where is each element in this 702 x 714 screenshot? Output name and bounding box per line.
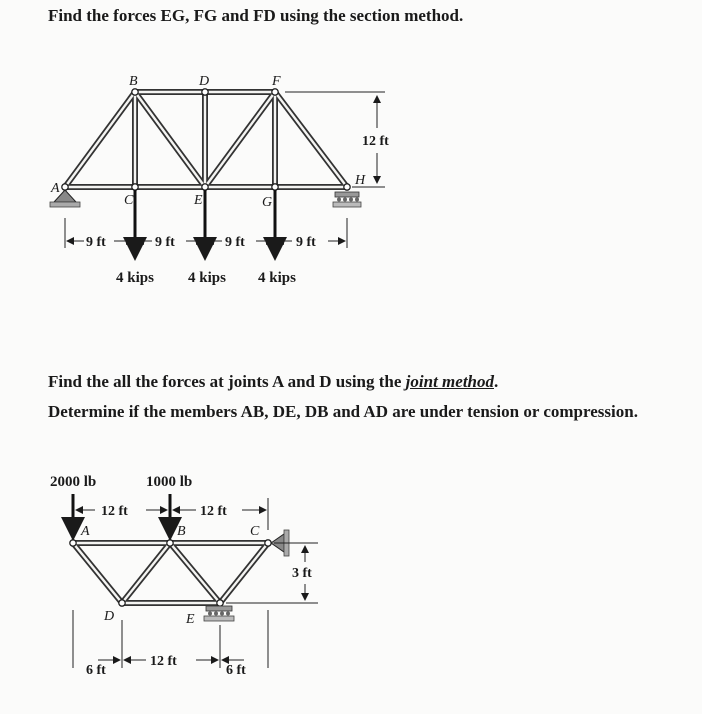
label-A: A bbox=[51, 181, 60, 196]
joint2-B bbox=[167, 540, 173, 546]
joint-G bbox=[272, 184, 278, 190]
load2-label-2: 1000 lb bbox=[146, 474, 193, 490]
problem2-line2: Determine if the members AB, DE, DB and AD are under tension or compression. bbox=[48, 402, 638, 421]
roller-support-E bbox=[204, 606, 234, 621]
top-dim-2: 12 ft bbox=[200, 504, 227, 519]
truss-figure-1 bbox=[0, 68, 702, 298]
joint-A bbox=[62, 184, 68, 190]
joint-D bbox=[202, 89, 208, 95]
label-F: F bbox=[272, 74, 281, 89]
joint-F bbox=[272, 89, 278, 95]
truss-figure-2 bbox=[0, 470, 702, 700]
joint-E bbox=[202, 184, 208, 190]
load-label-3: 4 kips bbox=[258, 270, 296, 286]
span-dim-4: 9 ft bbox=[296, 235, 316, 250]
joint2-A bbox=[70, 540, 76, 546]
label-B: B bbox=[129, 74, 138, 89]
problem2-line1: Find the all the forces at joints A and D using the joint method. bbox=[48, 372, 499, 391]
label-E: E bbox=[194, 193, 203, 208]
span-dim-1: 9 ft bbox=[86, 235, 106, 250]
span-dim-3: 9 ft bbox=[225, 235, 245, 250]
label2-E: E bbox=[186, 612, 195, 627]
bottom-dim-2: 12 ft bbox=[150, 654, 177, 669]
label-G: G bbox=[262, 195, 273, 210]
truss-2-members bbox=[73, 543, 268, 603]
label-D: D bbox=[199, 74, 210, 89]
joint2-D bbox=[119, 600, 125, 606]
height-dim-12ft: 12 ft bbox=[362, 134, 389, 149]
joint2-E bbox=[217, 600, 223, 606]
top-dim-1: 12 ft bbox=[101, 504, 128, 519]
bottom-dim-1: 6 ft bbox=[86, 663, 106, 678]
load-label-1: 4 kips bbox=[116, 270, 154, 286]
label2-B: B bbox=[177, 524, 186, 539]
label2-C: C bbox=[250, 524, 260, 539]
joint-B bbox=[132, 89, 138, 95]
bottom-dim-3: 6 ft bbox=[226, 663, 246, 678]
joint-H bbox=[344, 184, 350, 190]
joint-C bbox=[132, 184, 138, 190]
span-dim-2: 9 ft bbox=[155, 235, 175, 250]
label-C: C bbox=[124, 193, 134, 208]
label2-D: D bbox=[104, 609, 115, 624]
load2-label-1: 2000 lb bbox=[50, 474, 97, 490]
roller-support-H bbox=[333, 192, 361, 207]
label-H: H bbox=[355, 173, 366, 188]
load-label-2: 4 kips bbox=[188, 270, 226, 286]
problem1-title: Find the forces EG, FG and FD using the section method. bbox=[48, 6, 464, 25]
height-dim-3ft: 3 ft bbox=[292, 566, 312, 581]
label2-A: A bbox=[81, 524, 90, 539]
joint-method-link: joint method bbox=[405, 372, 494, 391]
